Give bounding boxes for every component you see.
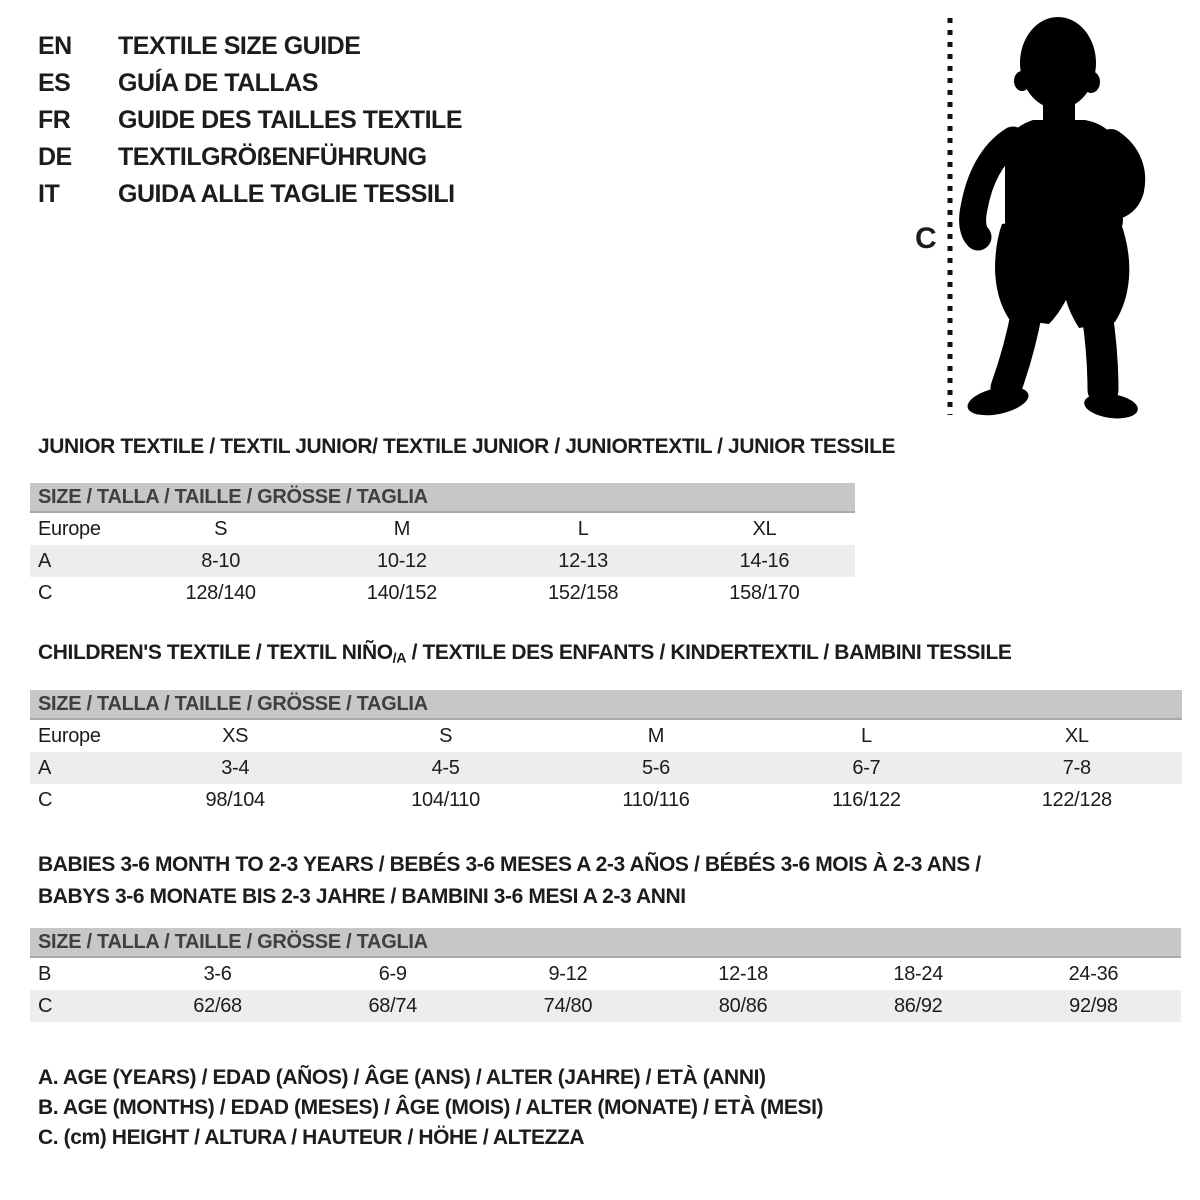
height-value: 68/74 [368,994,418,1017]
age-months-value: 24-36 [1068,962,1119,985]
language-row-fr [38,102,462,139]
height-measure-figure [905,8,1195,426]
size-column-header: S [214,517,228,540]
legend-age-months: B. AGE (MONTHS) / EDAD (MESES) / ÂGE (MOIS) / ALTER (MONATE) / ETÀ (MESI) [38,1096,824,1119]
language-row-de [38,139,462,176]
language-row-es [38,65,462,102]
age-value: 7-8 [1062,756,1091,779]
age-months-value: 3-6 [203,962,232,985]
babies-section-title [38,849,981,913]
babies-size-table [30,928,1181,1022]
size-bar: SIZE / TALLA / TAILLE / GRÖSSE / TAGLIA [30,690,1182,720]
age-value: 10-12 [377,549,427,572]
row-label: C [38,994,53,1017]
height-value: 140/152 [366,581,437,604]
row-label: B [38,962,52,985]
size-column-header: XL [752,517,777,540]
height-value: 122/128 [1041,788,1112,811]
language-row-it [38,176,462,213]
height-value: 98/104 [205,788,265,811]
language-title-list [38,28,462,213]
row-label: A [38,549,52,572]
language-code: FR [38,106,71,134]
guide-title: GUIDE DES TAILLES TEXTILE [118,106,463,134]
children-size-table [30,690,1182,816]
guide-title: TEXTILE SIZE GUIDE [118,32,361,60]
age-months-value: 18-24 [893,962,944,985]
age-value: 3-4 [221,756,250,779]
guide-title: GUIDA ALLE TAGLIE TESSILI [118,180,455,208]
size-column-header: XS [222,724,249,747]
height-value: 80/86 [718,994,768,1017]
height-value: 152/158 [548,581,619,604]
language-code: DE [38,143,72,171]
table-row-age [30,752,1182,784]
age-months-value: 6-9 [378,962,407,985]
region-label: Europe [38,724,101,747]
babies-title-line1: BABIES 3-6 MONTH TO 2-3 YEARS / BEBÉS 3-6 MESES A 2-3 AÑOS / BÉBÉS 3-6 MOIS À 2-3 ANS / [38,853,981,876]
age-value: 5-6 [641,756,670,779]
age-months-value: 9-12 [548,962,588,985]
language-code: IT [38,180,60,208]
table-row-age [30,545,855,577]
toddler-body [965,17,1139,422]
table-header-row [30,513,855,545]
age-value: 4-5 [431,756,460,779]
height-value: 62/68 [193,994,242,1017]
legend [38,1066,823,1156]
height-value: 104/110 [411,788,480,811]
height-value: 92/98 [1069,994,1118,1017]
row-label: C [38,581,53,604]
table-row-age-months [30,958,1181,990]
language-row-en [38,28,462,65]
age-value: 8-10 [201,549,241,572]
age-value: 12-13 [558,549,608,572]
size-column-header: XL [1064,724,1089,747]
babies-title-line2: BABYS 3-6 MONATE BIS 2-3 JAHRE / BAMBINI 3-6 MESI A 2-3 ANNI [38,885,686,908]
size-column-header: M [647,724,665,747]
size-column-header: M [393,517,411,540]
children-title-part: CHILDREN'S TEXTILE / TEXTIL NIÑO [38,641,393,664]
height-value: 86/92 [893,994,943,1017]
junior-section-title: JUNIOR TEXTILE / TEXTIL JUNIOR/ TEXTILE JUNIOR / JUNIORTEXTIL / JUNIOR TESSILE [38,435,896,458]
size-bar: SIZE / TALLA / TAILLE / GRÖSSE / TAGLIA [30,483,855,513]
table-row-height [30,990,1181,1022]
table-row-height [30,577,855,609]
age-value: 14-16 [739,549,790,572]
height-value: 158/170 [729,581,800,604]
toddler-silhouette-icon [905,8,1195,426]
size-column-header: L [860,724,872,747]
table-row-height [30,784,1182,816]
legend-height-cm: C. (cm) HEIGHT / ALTURA / HAUTEUR / HÖHE / ALTEZZA [38,1126,585,1149]
children-section-title [38,641,1011,667]
junior-size-table [30,483,855,609]
language-code: ES [38,69,71,97]
table-header-row [30,720,1182,752]
height-value: 128/140 [185,581,256,604]
children-title-part: / TEXTILE DES ENFANTS / KINDERTEXTIL / BAMBINI TESSILE [406,641,1012,664]
size-bar: SIZE / TALLA / TAILLE / GRÖSSE / TAGLIA [30,928,1181,958]
height-value: 110/116 [622,788,690,811]
height-line-label: C [915,222,937,255]
children-title-subscript: /A [392,650,407,667]
language-code: EN [38,32,72,60]
region-label: Europe [38,517,101,540]
age-months-value: 12-18 [718,962,768,985]
height-value: 74/80 [543,994,593,1017]
guide-title: GUÍA DE TALLAS [118,69,318,97]
size-column-header: S [439,724,453,747]
row-label: C [38,788,53,811]
row-label: A [38,756,52,779]
legend-age-years: A. AGE (YEARS) / EDAD (AÑOS) / ÂGE (ANS) / ALTER (JAHRE) / ETÀ (ANNI) [38,1066,766,1089]
guide-title: TEXTILGRÖßENFÜHRUNG [118,143,427,171]
height-value: 116/122 [832,788,901,811]
age-value: 6-7 [852,756,881,779]
size-column-header: L [577,517,589,540]
